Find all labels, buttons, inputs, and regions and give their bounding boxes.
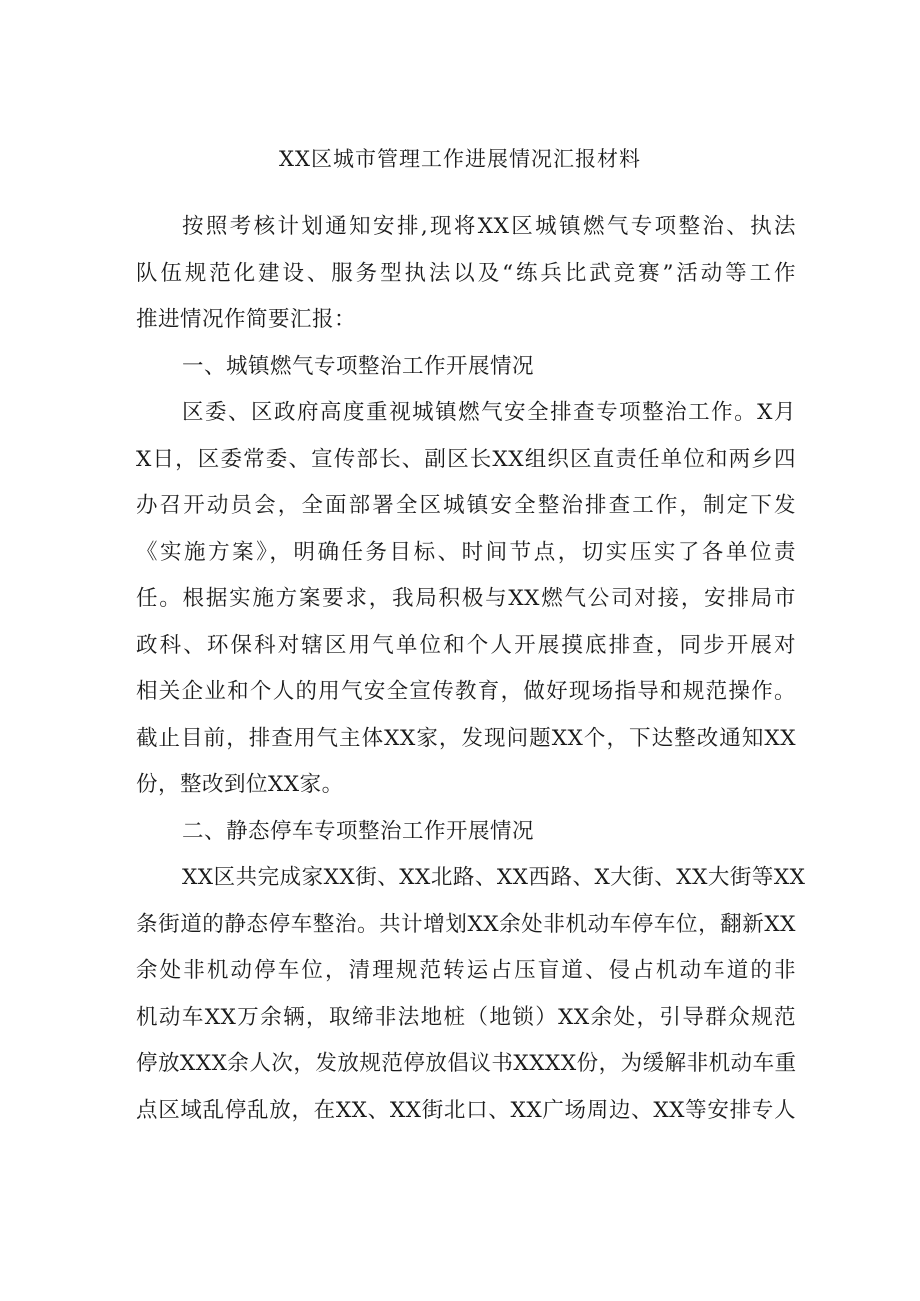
- document-body: [136, 204, 806, 1134]
- paragraph-line: 办召开动员会，全面部署全区城镇安全整治排查工作，制定下发: [136, 493, 796, 518]
- paragraph-line: 份，整改到位XX家。: [136, 772, 344, 797]
- paragraph-line: 区委、区政府高度重视城镇燃气安全排查专项整治工作。X月: [182, 400, 796, 425]
- section-heading-1: 一、城镇燃气专项整治工作开展情况: [182, 353, 535, 379]
- paragraph-line: X日，区委常委、宣传部长、副区长XX组织区直责任单位和两乡四: [136, 446, 796, 472]
- document-title: XX区城市管理工作进展情况汇报材料: [279, 147, 641, 171]
- paragraph-line: 相关企业和个人的用气安全宣传教育，做好现场指导和规范操作。: [136, 679, 796, 704]
- paragraph-line: 条街道的静态停车整治。共计增划XX余处非机动车停车位，翻新XX: [136, 911, 796, 937]
- paragraph-line: 任。根据实施方案要求，我局积极与XX燃气公司对接，安排局市: [136, 586, 796, 611]
- paragraph-line: 队伍规范化建设、服务型执法以及“练兵比武竞赛”活动等工作: [136, 260, 796, 286]
- paragraph-line: 停放XXX余人次，发放规范停放倡议书XXXX份，为缓解非机动车重: [136, 1051, 797, 1076]
- paragraph-line: 截止目前，排查用气主体XX家，发现问题XX个，下达整改通知XX: [136, 725, 796, 751]
- paragraph-line: 点区域乱停乱放，在XX、XX街北口、XX广场周边、XX等安排专人: [136, 1097, 796, 1123]
- paragraph-line: 《实施方案》，明确任务目标、时间节点，切实压实了各单位责: [136, 539, 796, 565]
- paragraph-line: 机动车XX万余辆，取缔非法地桩（地锁）XX余处，引导群众规范: [136, 1004, 796, 1030]
- paragraph-line: 余处非机动停车位，清理规范转运占压盲道、侵占机动车道的非: [136, 958, 796, 983]
- paragraph-line: 推进情况作简要汇报：: [136, 307, 357, 332]
- section-heading-2: 二、静态停车专项整治工作开展情况: [182, 818, 535, 844]
- paragraph-line: 按照考核计划通知安排,现将XX区城镇燃气专项整治、执法: [182, 214, 796, 239]
- paragraph-line: 政科、环保科对辖区用气单位和个人开展摸底排查，同步开展对: [136, 632, 796, 658]
- paragraph-line: XX区共完成家XX街、XX北路、XX西路、X大街、XX大街等XX: [182, 865, 806, 890]
